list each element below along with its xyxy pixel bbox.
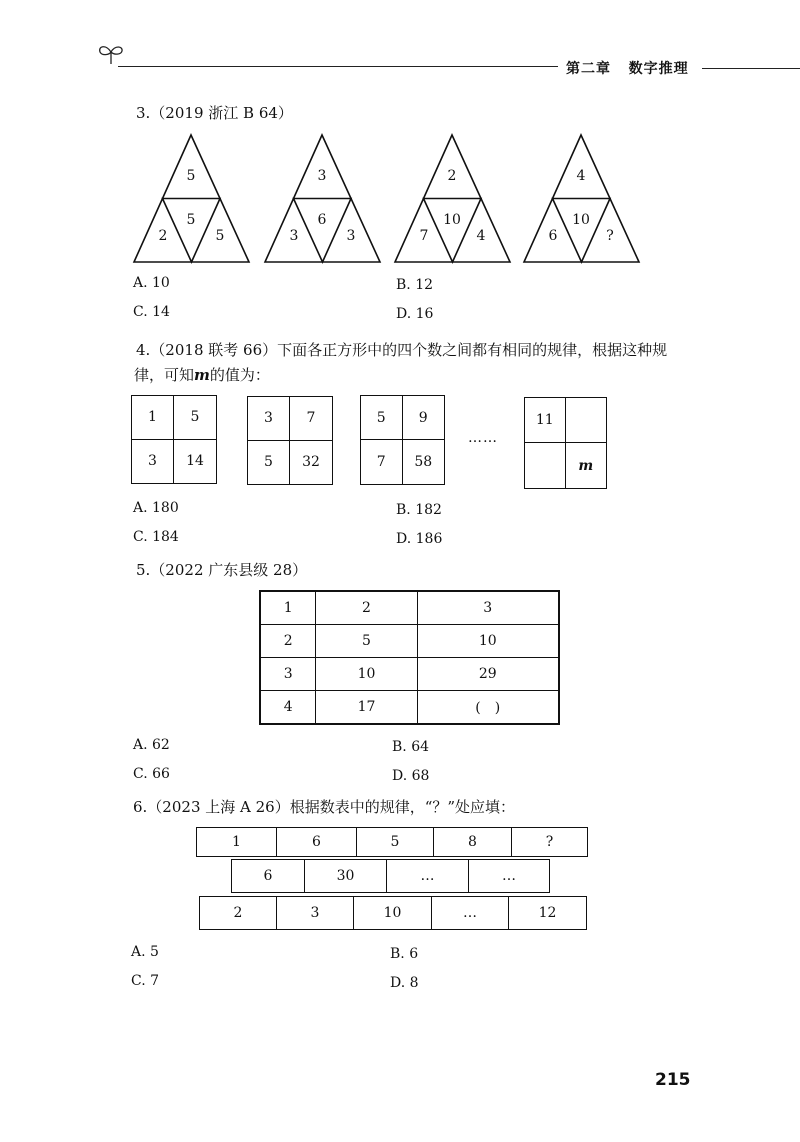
table-row — [260, 658, 559, 691]
table-cell: 29 — [417, 658, 559, 691]
q4-square-cell: 9 — [403, 396, 445, 440]
q4-square-cell: 11 — [525, 398, 566, 443]
table-cell: 3 — [260, 658, 316, 691]
q4-square-2 — [247, 396, 333, 485]
q4-square-cell: 3 — [132, 440, 174, 484]
q6-brick: 10 — [353, 896, 432, 930]
q4-option-d: D. 186 — [396, 531, 443, 547]
q5-option-a: A. 62 — [133, 737, 170, 753]
q4-square-cell: 7 — [361, 440, 403, 484]
table-cell: 3 — [417, 591, 559, 625]
q5-option-c: C. 66 — [133, 766, 170, 782]
q6-brick-unknown: ? — [511, 827, 588, 857]
q6-brick: 2 — [199, 896, 277, 930]
q4-title-line1: 4.（2018 联考 66）下面各正方形中的四个数之间都有相同的规律，根据这种规 — [136, 341, 668, 359]
q4-square-cell-m: m — [578, 457, 594, 474]
triangle-value-center: 10 — [572, 212, 590, 228]
q4-square-cell — [525, 443, 566, 488]
q4-square-4 — [524, 397, 607, 489]
triangle-value-left: 6 — [548, 228, 558, 244]
triangle-inner-outline — [163, 199, 221, 263]
q4-square-cell: 5 — [361, 396, 403, 440]
triangle-value-right: 3 — [346, 228, 356, 244]
q6-brick: 5 — [356, 827, 434, 857]
triangle-value-top: 2 — [447, 168, 457, 184]
q3-triangle-3 — [393, 132, 515, 264]
q4-square-cell: 58 — [414, 454, 433, 470]
q6-brick: … — [386, 859, 469, 893]
triangle-value-center: 10 — [443, 212, 461, 228]
sprout-icon — [96, 40, 126, 66]
q4-square-1 — [131, 395, 217, 484]
q6-title: 6.（2023 上海 A 26）根据数表中的规律，“？”处应填： — [133, 798, 516, 816]
q6-brick: 1 — [196, 827, 277, 857]
q6-brick: 6 — [231, 859, 305, 893]
q4-square-3 — [360, 395, 445, 485]
table-cell: 1 — [260, 591, 316, 625]
q4-square-cell: 5 — [248, 441, 290, 485]
triangle-inner-outline — [553, 199, 611, 263]
q3-option-a: A. 10 — [133, 275, 170, 291]
triangle-value-top: 4 — [576, 168, 586, 184]
q3-triangle-4 — [522, 132, 644, 264]
q6-brick: … — [468, 859, 550, 893]
q5-option-b: B. 64 — [392, 739, 430, 755]
table-row — [260, 691, 559, 725]
q6-brick: 12 — [508, 896, 587, 930]
q6-brick: … — [431, 896, 509, 930]
table-row — [260, 591, 559, 625]
q4-square-cell: 32 — [302, 454, 320, 471]
header-rule-left — [118, 66, 558, 67]
header-rule-right — [702, 68, 800, 69]
table-cell: 10 — [316, 658, 417, 691]
q3-option-d: D. 16 — [396, 306, 434, 322]
q5-option-d: D. 68 — [392, 768, 430, 784]
triangle-value-right: 5 — [215, 228, 225, 244]
q5-title: 5.（2022 广东县级 28） — [136, 561, 308, 579]
q3-option-c: C. 14 — [133, 304, 170, 320]
q3-triangle-2 — [263, 132, 385, 264]
table-cell: 2 — [260, 625, 316, 658]
triangle-value-top: 5 — [186, 168, 196, 184]
triangle-value-top: 3 — [317, 168, 327, 184]
q3-triangle-1 — [132, 132, 254, 264]
triangle-value-left: 3 — [289, 228, 299, 244]
q6-option-c: C. 7 — [131, 973, 160, 989]
q4-ellipsis: …… — [468, 430, 498, 446]
q4-variable-m: m — [194, 366, 210, 384]
q6-brick: 6 — [276, 827, 357, 857]
q3-title: 3.（2019 浙江 B 64） — [136, 104, 293, 122]
q4-square-cell: 14 — [186, 453, 204, 470]
q3-option-b: B. 12 — [396, 277, 434, 293]
q5-table — [259, 590, 560, 725]
section-label: 数字推理 — [628, 61, 689, 77]
q4-square-cell: 3 — [248, 397, 290, 441]
triangle-value-right: 4 — [476, 228, 486, 244]
triangle-value-right: ? — [606, 228, 614, 244]
q6-brick: 3 — [276, 896, 354, 930]
q4-title-line2-a: 律，可知 — [134, 366, 195, 384]
q4-title-line2 — [134, 364, 270, 385]
q6-brick: 30 — [304, 859, 387, 893]
triangle-value-center: 6 — [317, 212, 327, 228]
q4-option-b: B. 182 — [396, 502, 442, 518]
q6-option-b: B. 6 — [390, 946, 419, 962]
table-row — [260, 625, 559, 658]
table-cell: 4 — [260, 691, 316, 725]
q4-option-c: C. 184 — [133, 529, 179, 545]
table-cell: 17 — [316, 691, 417, 725]
triangle-inner-outline — [424, 199, 482, 263]
triangle-inner-outline — [294, 199, 352, 263]
q4-square-cell: 5 — [174, 396, 216, 440]
q4-square-cell: 7 — [290, 397, 332, 441]
q6-option-d: D. 8 — [390, 975, 419, 991]
chapter-label: 第二章 — [566, 61, 611, 77]
q4-title-line2-b: 的值为： — [209, 366, 270, 384]
table-cell: 5 — [316, 625, 417, 658]
triangle-value-center: 5 — [186, 212, 196, 228]
q4-square-cell: 1 — [132, 396, 174, 440]
triangle-value-left: 7 — [419, 228, 429, 244]
q6-brick: 8 — [433, 827, 512, 857]
q4-option-a: A. 180 — [133, 500, 179, 516]
page-number: 215 — [655, 1070, 691, 1090]
table-cell: ( ) — [417, 691, 559, 725]
q6-option-a: A. 5 — [131, 944, 159, 960]
q4-square-cell — [566, 398, 607, 443]
triangle-value-left: 2 — [158, 228, 168, 244]
table-cell: 10 — [417, 625, 559, 658]
header-title — [566, 58, 689, 78]
table-cell: 2 — [316, 591, 417, 625]
